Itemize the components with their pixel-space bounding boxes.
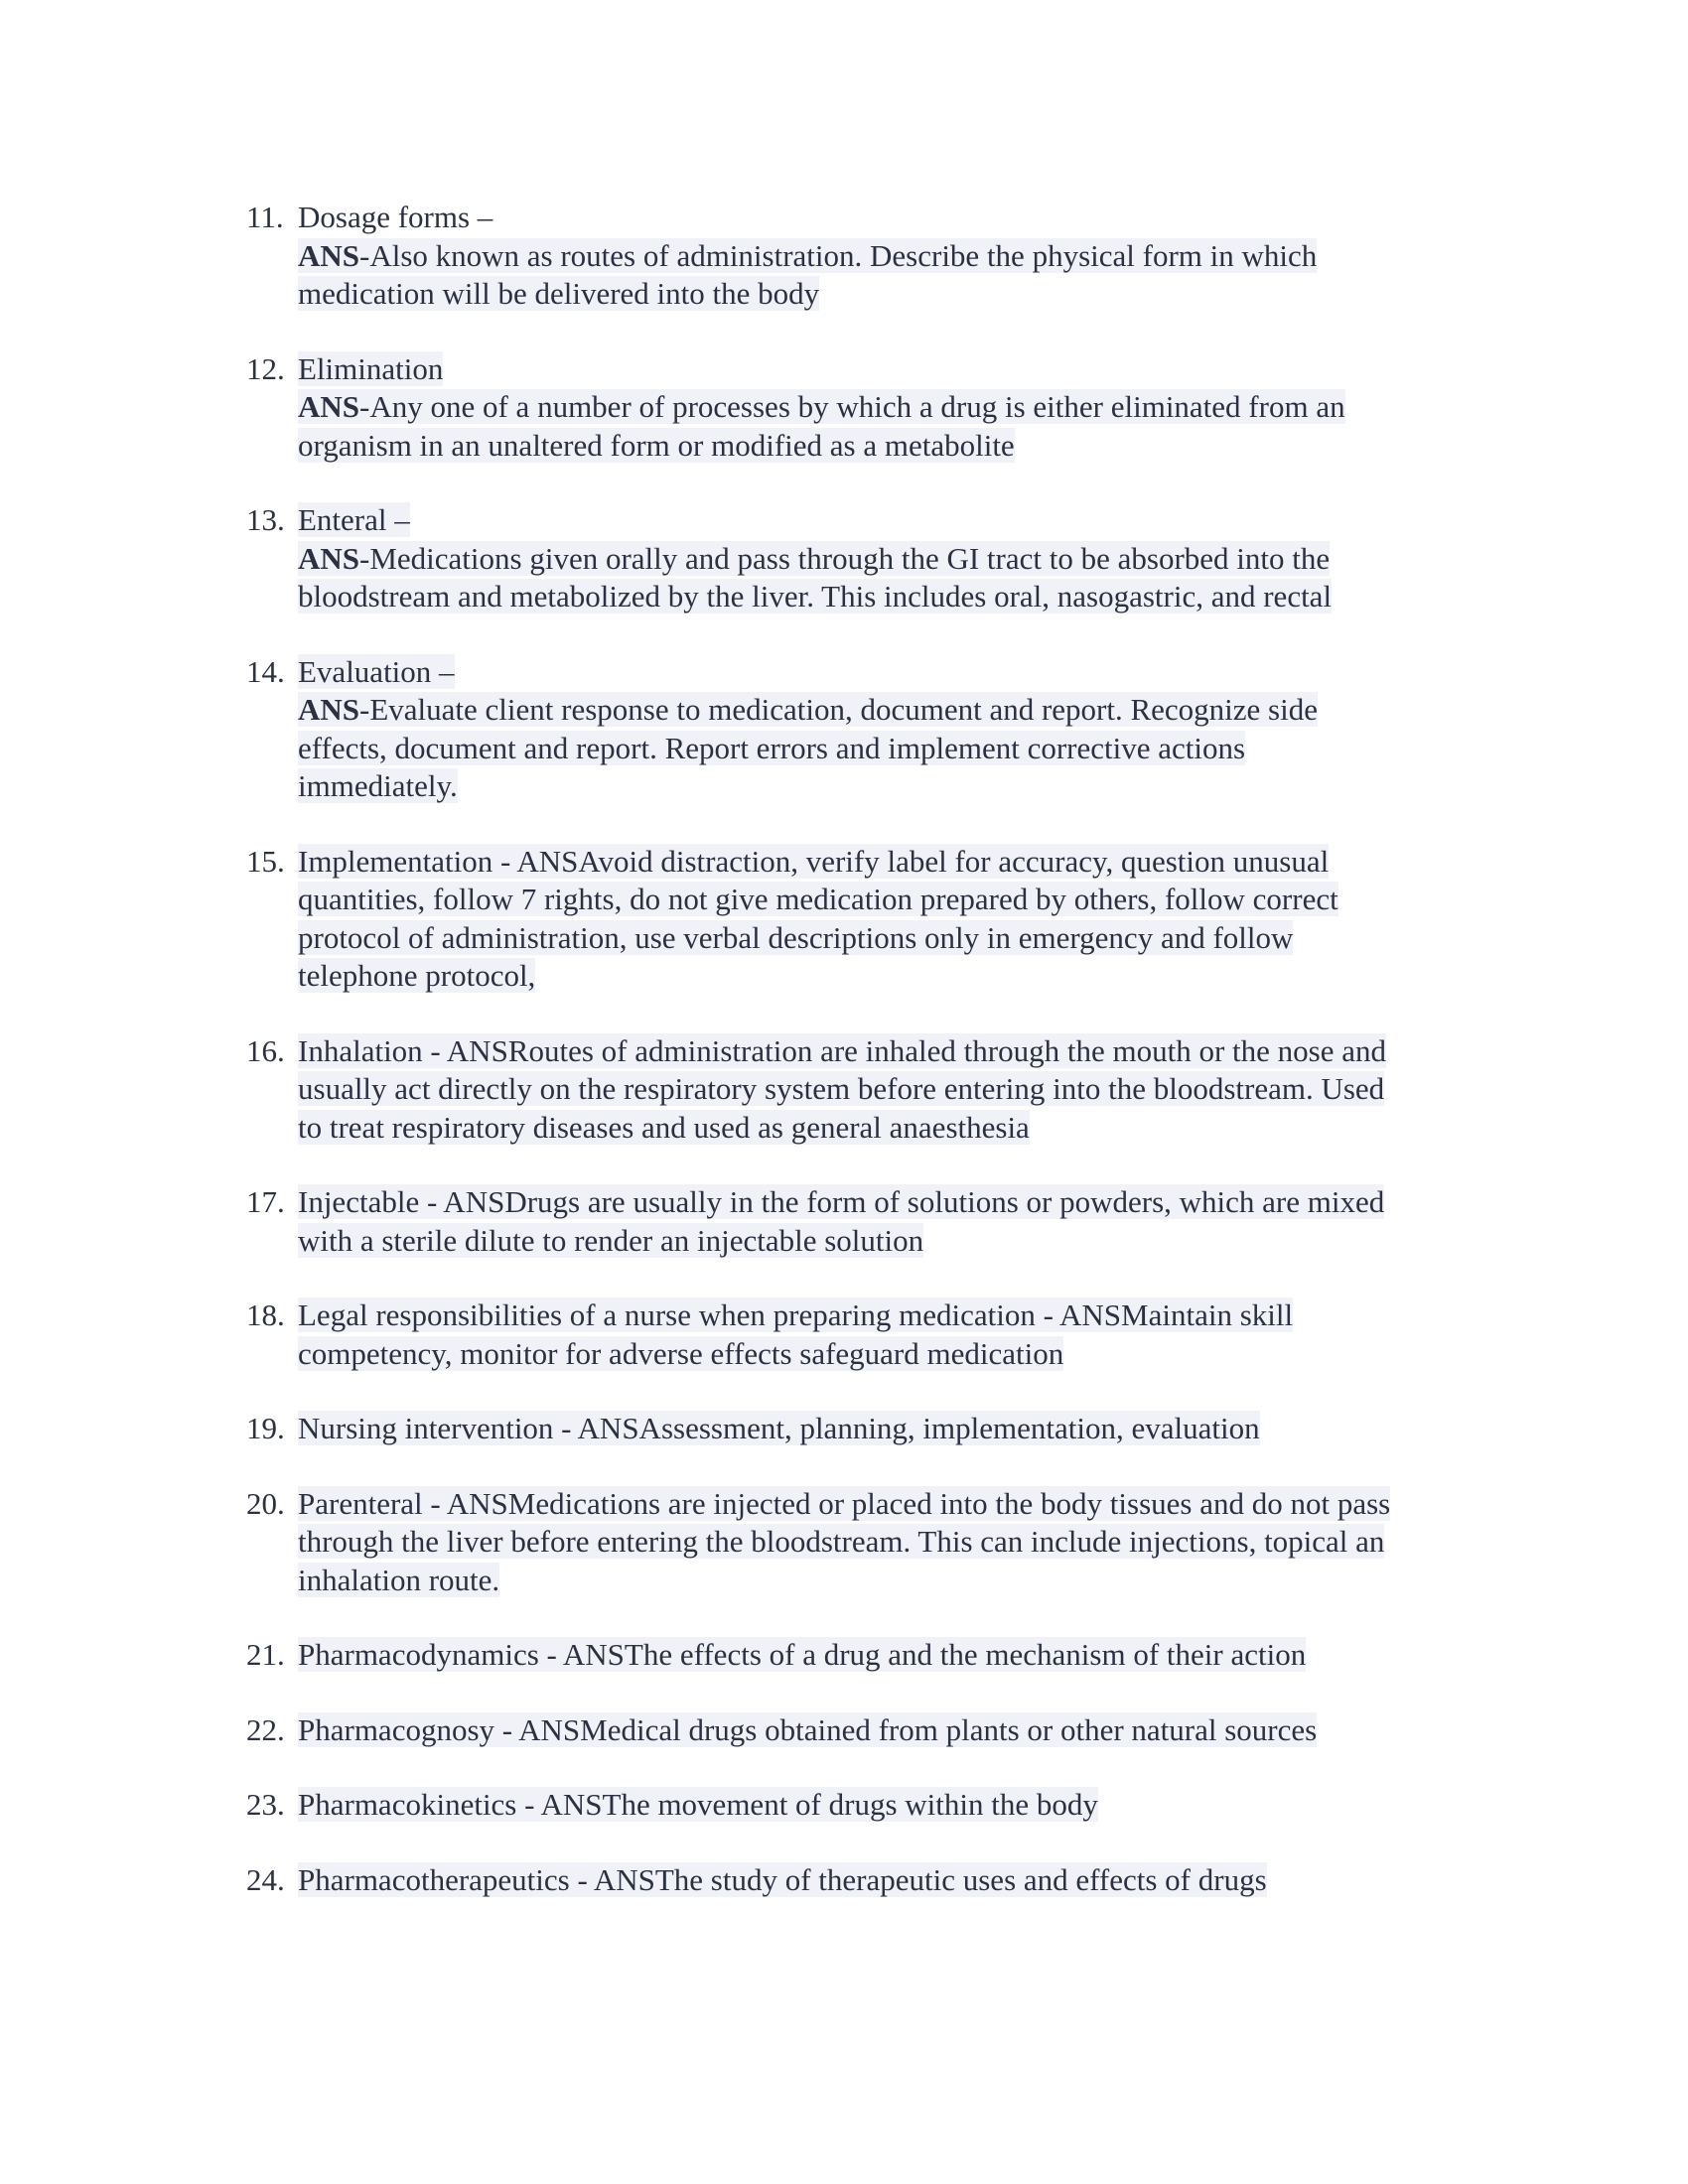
- item-text-line: Inhalation - ANSRoutes of administration are inhaled through the mouth or the nose and: [298, 1032, 1386, 1068]
- item-number: 18.: [246, 1297, 285, 1332]
- item-answer-line: ANS-Evaluate client response to medication, document and report. Recognize side: [298, 692, 1318, 727]
- item-text-line: usually act directly on the respiratory system before entering into the bloodstream. Used: [298, 1071, 1385, 1106]
- list-item: [246, 843, 1487, 996]
- list-item: [246, 1485, 1487, 1600]
- item-text-line: Implementation - ANSAvoid distraction, verify label for accuracy, question unusual: [298, 843, 1330, 879]
- item-text-line: quantities, follow 7 rights, do not give medication prepared by others, follow correct: [298, 882, 1338, 916]
- item-answer-line: immediately.: [298, 768, 458, 803]
- item-number: 14.: [246, 653, 285, 689]
- item-answer-line: ANS-Any one of a number of processes by which a drug is either eliminated from an: [298, 389, 1345, 424]
- item-text-line: Parenteral - ANSMedications are injected or placed into the body tissues and do not pass: [298, 1485, 1391, 1521]
- list-item: [246, 350, 1487, 466]
- item-text-line: Pharmacotherapeutics - ANSThe study of therapeutic uses and effects of drugs: [298, 1861, 1267, 1897]
- list-item: [246, 199, 1487, 314]
- item-term: Evaluation –: [298, 653, 455, 689]
- item-answer-line: effects, document and report. Report errors and implement corrective actions: [298, 730, 1246, 765]
- list-item: [246, 1410, 1487, 1448]
- item-number: 11.: [246, 200, 284, 234]
- list-item: [246, 1297, 1487, 1373]
- item-text-line: inhalation route.: [298, 1562, 500, 1597]
- item-number: 19.: [246, 1411, 285, 1445]
- item-number: 21.: [246, 1637, 285, 1672]
- item-text-line: with a sterile dilute to render an injectable solution: [298, 1222, 924, 1258]
- item-text-line: Legal responsibilities of a nurse when preparing medication - ANSMaintain skill: [298, 1297, 1294, 1332]
- item-term: Enteral –: [298, 502, 410, 537]
- list-item: [246, 653, 1487, 806]
- item-number: 17.: [246, 1184, 285, 1219]
- list-item: [246, 1183, 1487, 1260]
- list-item: [246, 501, 1487, 616]
- item-number: 20.: [246, 1485, 285, 1521]
- item-text-line: Pharmacodynamics - ANSThe effects of a drug and the mechanism of their action: [298, 1637, 1307, 1672]
- list-item: [246, 1636, 1487, 1675]
- list-item: [246, 1786, 1487, 1825]
- list-item: [246, 1032, 1487, 1148]
- item-number: 22.: [246, 1711, 285, 1747]
- item-text-line: protocol of administration, use verbal descriptions only in emergency and follow: [298, 919, 1294, 955]
- item-text-line: competency, monitor for adverse effects safeguard medication: [298, 1335, 1064, 1371]
- item-answer-line: bloodstream and metabolized by the liver. This includes oral, nasogastric, and rectal: [298, 579, 1333, 614]
- item-text-line: through the liver before entering the bloodstream. This can include injections, topical an: [298, 1524, 1385, 1559]
- item-number: 12.: [246, 350, 285, 386]
- glossary-list: [246, 199, 1487, 1936]
- item-answer-line: medication will be delivered into the body: [298, 276, 820, 311]
- item-answer-line: ANS-Medications given orally and pass through the GI tract to be absorbed into the: [298, 540, 1331, 576]
- item-text-line: to treat respiratory diseases and used as general anaesthesia: [298, 1109, 1030, 1145]
- list-item: [246, 1711, 1487, 1750]
- item-term: Elimination: [298, 350, 444, 386]
- ans-label: ANS: [298, 237, 360, 273]
- item-text-line: Nursing intervention - ANSAssessment, planning, implementation, evaluation: [298, 1411, 1260, 1445]
- item-number: 13.: [246, 502, 285, 537]
- item-text-line: Pharmacokinetics - ANSThe movement of drugs within the body: [298, 1787, 1098, 1822]
- item-answer-line: ANS-Also known as routes of administration. Describe the physical form in which: [298, 237, 1318, 273]
- list-item: [246, 1861, 1487, 1900]
- ans-label: ANS: [298, 389, 360, 424]
- item-number: 23.: [246, 1787, 285, 1822]
- item-text-line: Pharmacognosy - ANSMedical drugs obtained from plants or other natural sources: [298, 1711, 1318, 1747]
- item-text-line: Injectable - ANSDrugs are usually in the form of solutions or powders, which are mixed: [298, 1184, 1385, 1219]
- item-number: 16.: [246, 1032, 285, 1068]
- ans-label: ANS: [298, 692, 360, 727]
- item-number: 15.: [246, 843, 285, 879]
- item-text-line: telephone protocol,: [298, 958, 536, 993]
- item-answer-line: organism in an unaltered form or modified as a metabolite: [298, 427, 1015, 463]
- item-term: Dosage forms –: [298, 200, 493, 234]
- item-number: 24.: [246, 1861, 285, 1897]
- ans-label: ANS: [298, 540, 360, 576]
